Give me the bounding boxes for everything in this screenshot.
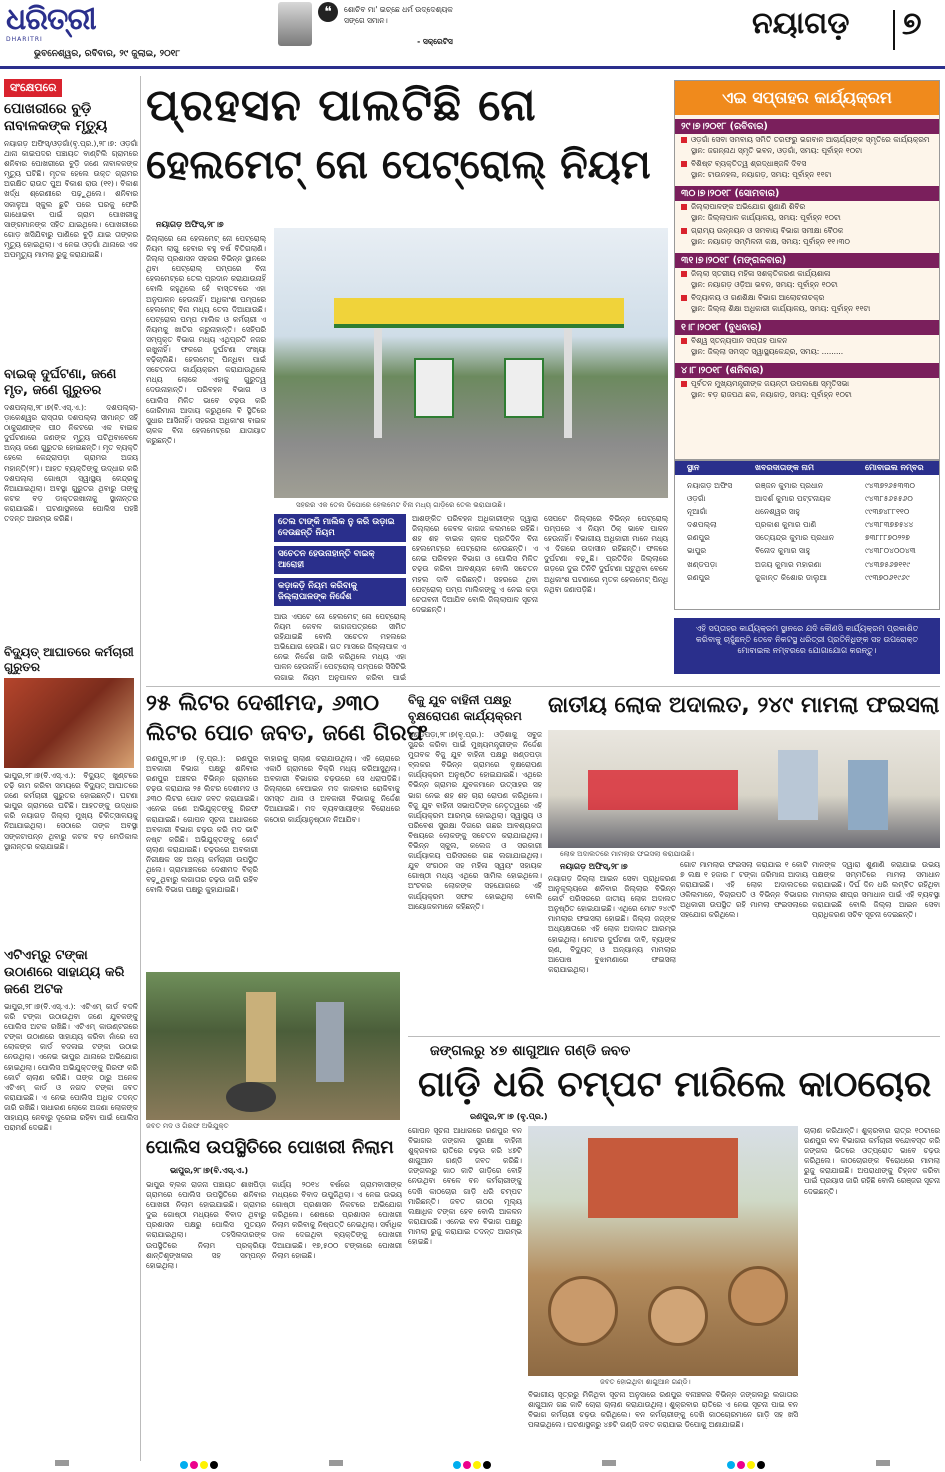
contact-phone: ୯୪୩୮୦୪୦୦୪୩ [865, 546, 916, 556]
contact-place: ନୟାଗଡ଼ ଅଫିସ [687, 481, 733, 490]
teak-byline: ରଣପୁର,୨୮।୭ (ବୃ.ପ୍ର.) [470, 1112, 548, 1121]
quote-line-1: ଶୋଚିବ ମା' ଇଚ୍ଛେ ଧର୍ମ ଉଦ୍‌ଦେଶ୍ୟକ [344, 5, 453, 14]
print-registration-marks [0, 1454, 945, 1472]
schedule-event: ଜିଲ୍ଲାପାଳଙ୍କ ଅଭିଯୋଗ ଶୁଣାଣି ଶିବିର [675, 201, 939, 213]
petrol-pump-caption: ସହରର ଏକ ତେଲ ଡିପୋରେ ହେଲମେଟ ବିନା ମଧ୍ୟ ଗାଡ଼ିରେ ତେଲ ଭରାଯାଉଛି। [296, 501, 506, 509]
contact-place: ଖଣ୍ଡପଡ଼ା [687, 559, 718, 569]
brief-headline-3: ବିଦ୍ୟୁତ୍ ଆଘାତରେ କର୍ମଚାରୀ ଗୁରୁତର [4, 645, 134, 674]
pond-byline: ଭାପୁର,୨୮।୭(ବି.ଏସ୍.ଏ.) [170, 1166, 249, 1175]
brief-tag: ସଂକ୍ଷେପରେ [4, 79, 62, 97]
schedule-date-bar: ୩୦।୭।୨୦୧୮ (ସୋମବାର) [675, 186, 939, 201]
liquor-photo-caption: ଜବତ ମଦ ଓ ଗିରଫ ଅଭିଯୁକ୍ତ [146, 1122, 229, 1130]
contact-row [675, 531, 939, 544]
adalat-headline: ଜାତୀୟ ଲୋକ ଅଦାଲତ, ୨୪୯ ମାମଲା ଫଇସଲା [548, 693, 940, 718]
pull-quote-3: କଡ଼ାକଡ଼ି ନିୟମ କରିବାକୁ ଜିଲ୍ଲାପାଳଙ୍କ ନିର୍ଦ୍ଦେଶ [274, 578, 406, 606]
pull-quote-1: ତେଲ ଟାଙ୍କି ମାଲିକ ନୁ କରି ଉଡ଼ାଇ ଦେଉଛନ୍ତି ନିୟମ [274, 514, 406, 542]
liquor-body-2: ବାହାରକୁ ଚାଲାଣ କରାଯାଉଥିଲା। ଏହି ଚୋରାରେ ଏକାଠି ଗ୍ରାମରେ ବିକ୍ରି ମଧ୍ୟ କରିଆସୁଥିଲା। ଅବକାରୀ ବିଭାଗର ଚଢ଼ଉରେ ସେ ଧରାପଡ଼ିଛି। ଜିଲ୍ଲାରେ ବେଆଇନ ମଦ କାରବାର ରୋକିବାକୁ ସମସ୍ତ ଥାନା ଓ ଅବକାରୀ ବିଭାଗକୁ ନିର୍ଦ୍ଦେଶ ଦିଆଯାଇଛି। ମଦ ବ୍ୟବସାୟୀଙ୍କ ବିରୋଧରେ କଠୋର କାର୍ଯ୍ୟାନୁଷ୍ଠାନ ନିଆଯିବ। [264, 754, 400, 824]
contact-phone: ୯୪୩୮୩୭୭୫୪୪ [865, 520, 914, 530]
pull-quote-2: ସଚେତନ ହେଉନାହାନ୍ତି ବାଇକ୍ ଆରୋହୀ [274, 546, 406, 574]
page-number: ୭ [902, 4, 922, 42]
schedule-date-bar: ୪।୮।୨୦୧୮ (ଶନିବାର) [675, 363, 939, 378]
teak-kicker: ଜଙ୍ଗଲରୁ ୪୭ ଶାଗୁଆନ ଗଣ୍ଡି ଜବତ [430, 1043, 631, 1059]
contacts-table-body [675, 475, 939, 584]
contact-phone: ୯୯୩୭୦୬୧୯୬୯ [865, 572, 910, 582]
petrol-pump-photo [274, 228, 668, 498]
contact-phone: ୭୩୮୮୮୭୦୨୨୭ [865, 533, 910, 543]
teak-body-c: ଚାଲାଣ କରିଥାନ୍ତି। ଶୁକ୍ରବାର ରାତ୍ର ୧୦ଟାରେ ରଣପୁର ବନ ବିଭାଗର କର୍ମଚାରୀ ବନ୍ଦୋବସ୍ତ କରି ଜଙ୍ଗଲ ଭିତରେ ଓତ୍‌ପ୍ରୋତ ଭାବେ ଚଢ଼ଉ କରିଥିଲେ। କାଠଚୋରଙ୍କ ବିରୋଧରେ ମାମଲା ରୁଜୁ କରାଯାଇଛି। ଅପରାଧୀଙ୍କୁ ଚିହ୍ନଟ କରିବା ପାଇଁ ପ୍ରୟାସ ଜାରି ରହିଛି ବୋଲି ରେଞ୍ଜର ସୂଚନା ଦେଇଛନ୍ତି। [804, 1126, 940, 1196]
schedule-event: ବିଦ୍ୟାଳୟ ଓ ଗଣଶିକ୍ଷା ବିଭାଗ ଆଲୋଚନାଚକ୍ର [675, 292, 939, 304]
lead-body-c: ଆଶଙ୍କିତ ପରିବହନ ଅଧିକାରୀଙ୍କ ଦ୍ୱାରା ଜିଲ୍ଲାରେ କେବଳ କାଗଜ କଲମରେ ରହିଛି। ଶହ ଶହ ବାଇକ ଚାଳକ ପ୍ରତିଦିନ ବିନା ହେଲମେଟ୍‌ରେ ପେଟ୍ରୋଲ ନେଉଛନ୍ତି। ଏ ନେଇ ପରିବହନ ବିଭାଗ ଓ ପୋଲିସ ମିଳିତ ଚଢ଼ଉ କରିବା ଆବଶ୍ୟକ ବୋଲି ସଚେତନ ମହଲ ଦାବି କରିଛନ୍ତି। ସହରରେ ଥିବା ପେଟ୍ରୋଲ୍ ପମ୍ପ ମାଲିକଙ୍କୁ ଏ ନେଇ କଡ଼ା ଚେତାବନୀ ଦିଆଯିବ ବୋଲି ଜିଲ୍ଲାପାଳ ସୂଚନା ଦେଇଛନ୍ତି। [412, 514, 538, 614]
contact-phone: ୯୪୩୭୫୬୭୧୧୯ [865, 559, 911, 569]
weekly-schedule-box [674, 80, 940, 460]
brief-body-3: ଭାପୁର,୨୮।୭(ବି.ଏସ୍.ଏ.): ବିଦ୍ୟୁତ୍ ଖୁଣ୍ଟରେ ଚଢ଼ି କାମ କରିବା ସମୟରେ ବିଦ୍ୟୁତ୍ ଆଘାତରେ ଜଣେ କର୍ମଚାରୀ ଗୁରୁତର ହୋଇଛନ୍ତି। ଘଟଣା ଭାପୁର ଗ୍ରାମରେ ଘଟିଛି। ଆହତଙ୍କୁ ଉଦ୍ଧାର କରି ନୟାଗଡ଼ ଜିଲ୍ଲା ମୁଖ୍ୟ ଚିକିତ୍ସାଳୟକୁ ନିଆଯାଇଥିଲା। ସେଠାରେ ତାଙ୍କ ଅବସ୍ଥା ସଙ୍କଟାପନ୍ନ ଥିବାରୁ କଟକ ବଡ଼ ମେଡିକାଲ ସ୍ଥାନାନ୍ତର କରାଯାଇଛି। [4, 771, 138, 851]
contact-name: ଅଜୟ କୁମାର ମହାରଣା [755, 559, 822, 569]
quote-line-2: ସଙ୍ଗେ ସମାନ। [344, 16, 388, 25]
schedule-event: ବିଶ୍ୱ ସ୍ତନ୍ୟପାନ ସପ୍ତାହ ପାଳନ [675, 335, 939, 347]
contact-place: ରଣପୁର [687, 572, 710, 582]
contact-place: ଭାପୁର [687, 546, 707, 556]
contact-name: ପ୍ରକାଶ କୁମାର ପାଣି [755, 520, 817, 530]
logo-subtitle: DHARITRI [6, 36, 43, 43]
teak-body-b: ବିଭାଗୀୟ ସୂତ୍ରରୁ ମିଳିଥିବା ସୂଚନା ଅନୁସାରେ ରଣପୁର ବନାଞ୍ଚଳର ବିଭିନ୍ନ ଜଙ୍ଗଲରୁ ଲଗାତାର ଶାଗୁଆନ ଗଛ କାଟି ଚୋରା ଚାଲାଣ କରାଯାଉଥିଲା। ଶୁକ୍ରବାର ରାତିରେ ଏ ନେଇ ସୂଚନା ପାଇ ବନ ବିଭାଗ କର୍ମଚାରୀ ଚଢ଼ଉ କରିଥିଲେ। ବନ କର୍ମଚାରୀଙ୍କୁ ଦେଖି କାଠଚୋରମାନେ ଗାଡ଼ି ସହ ଖସି ପଳାଇଥିଲେ। ଘଟଣାସ୍ଥଳରୁ ୪୭ଟି ଗଣ୍ଡି ଜବତ କରାଯାଇ ଡିପୋକୁ ଅଣାଯାଇଛି। [528, 1390, 798, 1430]
schedule-event: ଜିଲ୍ଲା ସ୍ତରୀୟ ମହିଳା ସଶକ୍ତିକରଣ କାର୍ଯ୍ୟଶାଳା [675, 268, 939, 280]
contact-row [675, 479, 939, 492]
contacts-note: ଏହି ସପ୍ତାହର କାର୍ଯ୍ୟକ୍ରମ ସ୍ଥାନରେ ଯଦି କୌଣସି କାର୍ଯ୍ୟକ୍ରମ ପ୍ରକାଶିତ କରିବାକୁ ଚାହୁଁଛନ୍ତି ତେବେ ନିକଟସ୍ଥ ଧରିତ୍ରୀ ପ୍ରତିନିଧିଙ୍କ ସହ ଉପରୋକ୍ତ ମୋବାଇଲ ନମ୍ବରରେ ଯୋଗାଯୋଗ କରନ୍ତୁ। [674, 618, 940, 674]
brief-headline-2: ବାଇକ୍ ଦୁର୍ଘଟଣା, ଜଣେ ମୃତ, ଜଣେ ଗୁରୁତର [4, 367, 117, 398]
teak-headline: ଗାଡ଼ି ଧରି ଚମ୍ପଟ ମାରିଲେ କାଠଚୋର [418, 1064, 932, 1105]
pond-body-b: କାର୍ଯ୍ୟ ୨୦୧୪ ବର୍ଷରେ ଗ୍ରାମବାସୀଙ୍କ ମଧ୍ୟରେ ବିବାଦ ଉପୁଜିଥିଲା। ଏ ନେଇ ଉଭୟ ଗୋଷ୍ଠୀ ପ୍ରଶାସନ ନିକଟରେ ଅଭିଯୋଗ କରିଥିଲେ। ଶେଷରେ ପ୍ରଶାସନ ପୋଖରୀ ନିଲାମ କରିବାକୁ ନିଷ୍ପତ୍ତି ନେଇଥିଲା। ସର୍ବାଧିକ ଡାକ ଦେଇଥିବା ବ୍ୟକ୍ତିଙ୍କୁ ପୋଖରୀ ଦିଆଯାଇଛି। ୧୭,୫୦୦ ଟଙ୍କାରେ ପୋଖରୀ ନିଲାମ ହୋଇଛି। [272, 1180, 402, 1260]
reporter-contacts-box [674, 460, 940, 610]
adalat-body-c: ମାନଙ୍କ ଦ୍ୱାରା ଶୁଣାଣି କରାଯାଇ ଉଭୟ ପକ୍ଷଙ୍କ ସମ୍ମତିରେ ମାମଲା ସମାଧାନ କରାଯାଇଛି। ଦିର୍ଘ ଦିନ ଧରି ଲମ୍ବିତ ରହିଥିବା ମାମଲାର ଶୀଘ୍ର ସମାଧାନ ପାଇଁ ଏହି ବ୍ୟବସ୍ଥା କରାଯାଇଛି ବୋଲି ଜିଲ୍ଲା ଆଇନ ସେବା ପ୍ରାଧିକରଣ ସଚିବ ସୂଚନା ଦେଇଛନ୍ତି। [812, 860, 940, 920]
lead-body-a: ଜିଲ୍ଲାରେ ନୋ ହେଲମେଟ୍ ନୋ ପେଟ୍ରୋଲ୍ ନିୟମ ଲାଗୁ ହେବାର ବହୁ ବର୍ଷ ବିତିଗଲାଣି। ଜିଲ୍ଲା ପ୍ରଶାସନ ସହରର ବିଭିନ୍ନ ସ୍ଥାନରେ ଥିବା ପେଟ୍ରୋଲ୍ ପମ୍ପରେ ବିନା ହେଲମେଟ୍‌ରେ ତେଲ ପ୍ରଦାନ କରାଯାଉନାହିଁ ବୋଲି କହୁଥିଲେ ହେଁ ବାସ୍ତବରେ ଏହା ଅନୁପାଳନ ହେଉନାହିଁ। ଅଧିକାଂଶ ପମ୍ପରେ ହେଲମେଟ୍ ବିନା ମଧ୍ୟ ତେଲ ଦିଆଯାଉଛି। ପେଟ୍ରୋଲ ପମ୍ପ ମାଲିକ ଓ କର୍ମଚାରୀ ଏ ନିୟମକୁ ଖାତିର କରୁନାହାନ୍ତି। ସେହିପରି ସମ୍ପୃକ୍ତ ବିଭାଗ ମଧ୍ୟ ଏଥିପ୍ରତି ନଜର ରଖୁନାହିଁ। ଫଳରେ ଦୁର୍ଘଟଣା ସଂଖ୍ୟା ବଢ଼ିଚାଲିଛି। ହେଲମେଟ୍ ପିନ୍ଧିବା ପାଇଁ ସଚେତନତା କାର୍ଯ୍ୟକ୍ରମ କରାଯାଉଥିଲେ ମଧ୍ୟ ଲୋକେ ଏହାକୁ ଗୁରୁତ୍ୱ ଦେଉନାହାନ୍ତି। ପରିବହନ ବିଭାଗ ଓ ପୋଲିସ ମିଳିତ ଭାବେ ଚଢ଼ଉ କରି ଜୋରିମାନା ଆଦାୟ କରୁଥିଲେ ବି ସ୍ଥିତିରେ ସୁଧାର ଆସିନାହିଁ। ସହରର ଅଧିକାଂଶ ବାଇକ ଚାଳକ ବିନା ହେଲମେଟ୍‌ରେ ଯାତାୟାତ କରୁଛନ୍ତି। [146, 234, 266, 445]
lead-body-d: ସେପଟେ ଜିଲ୍ଲାରେ ବିଭିନ୍ନ ପେଟ୍ରୋଲ୍ ପମ୍ପରେ ଏ ନିୟମ ଠିକ୍ ଭାବେ ପାଳନ ହେଉନାହିଁ। ବିଭାଗୀୟ ଅଧିକାରୀ ମାନେ ମଧ୍ୟ ଏ ଦିଗରେ ଉଦାସୀନ ରହିଛନ୍ତି। ଫଳରେ ଦୁର୍ଘଟଣା ବଢ଼ୁଛି। ପ୍ରତିଦିନ ଜିଲ୍ଲାରେ ଗଡ଼ରେ ଦୁଇ ତିନିଟି ଦୁର୍ଘଟଣା ଘଟୁଥିବା ବେଳେ ଅଧିକାଂଶ ଘଟଣାରେ ମୃତକ ହେଲମେଟ୍ ପିନ୍ଧି ନଥିବା ଜଣାପଡ଼ିଛି। [544, 514, 668, 594]
logo-wordmark: ଧରିତ୍ରୀ [6, 2, 96, 37]
adalat-body-a: ନୟାଗଡ଼ ଜିଲ୍ଲା ଆଇନ ସେବା ପ୍ରାଧିକରଣ ଆନୁକୂଲ୍ୟରେ ଶନିବାର ଜିଲ୍ଲାର ବିଭିନ୍ନ କୋର୍ଟ ପରିସରରେ ଜାତୀୟ ଲୋକ ଅଦାଲତ ଅନୁଷ୍ଠିତ ହୋଇଯାଇଛି। ଏଥିରେ ମୋଟ ୨୪୯ଟି ମାମଲାର ଫଇସଲା ହୋଇଛି। ଜିଲ୍ଲା ଜଜ୍‌ଙ୍କ ଅଧ୍ୟକ୍ଷତାରେ ଏହି ଲୋକ ଅଦାଲତ ଆରମ୍ଭ ହୋଇଥିଲା। ମୋଟର ଦୁର୍ଘଟଣା ଦାବି, ବ୍ୟାଙ୍କ ଋଣ, ବିଦ୍ୟୁତ୍ ଓ ଅନ୍ୟାନ୍ୟ ମାମଲାର ଆପୋଷ ବୁଝାମଣାରେ ଫଇସଲା କରାଯାଇଥିଲା। [548, 874, 676, 974]
contact-phone: ୯୪୩୭୨୬୫୩୩୦ [865, 481, 915, 490]
schedule-list [675, 115, 939, 402]
contacts-header [675, 461, 939, 475]
contact-phone: ୯୯୩୭୪୮୮୧୧୦ [865, 507, 910, 517]
masthead-logo [6, 4, 124, 48]
contact-row [675, 558, 939, 571]
horizontal-divider [146, 686, 940, 687]
contact-place: ଓଡ଼ଗାଁ [687, 494, 706, 504]
page-number-divider [893, 10, 895, 50]
page-section-title: ନୟାଗଡ଼ [752, 6, 850, 41]
pond-body-a: ଭାପୁର ବ୍ଲକ ରାଜନା ପଞ୍ଚାୟତ ଶାଖପିଡ଼ା ଗ୍ରାମରେ ପୋଲିସ ଉପସ୍ଥିତିରେ ଶନିବାର ପୋଖରୀ ନିଲାମ ହୋଇଯାଇଛି। ଗ୍ରାମର ଦୁଇ ଗୋଷ୍ଠୀ ମଧ୍ୟରେ ବିବାଦ ଥିବାରୁ ପ୍ରଶାସନ ପକ୍ଷରୁ ପୋଲିସ ମୁତୟନ କରାଯାଇଥିଲା। ତହସିଲଦାରଙ୍କ ଉପସ୍ଥିତିରେ ନିଲାମ ପ୍ରକ୍ରିୟା ଶାନ୍ତିଶୃଙ୍ଖଳାର ସହ ସମ୍ପନ୍ନ ହୋଇଥିଲା। [146, 1180, 266, 1270]
contact-row [675, 571, 939, 584]
pull-quote-box [274, 514, 406, 684]
horizontal-divider-2 [408, 1036, 940, 1037]
teak-body-a: ଗୋପନ ସୂଚନା ଆଧାରରେ ରଣପୁର ବନ ବିଭାଗର ଜଙ୍ଗଲ ସୁରକ୍ଷା ବାହିନୀ ଶୁକ୍ରବାର ରାତିରେ ଚଢ଼ଉ କରି ୪୭ଟି ଶାଗୁଆନ ଗଣ୍ଡି ଜବତ କରିଛି। ଜଙ୍ଗଲରୁ କାଠ କାଟି ଗାଡ଼ିରେ ବୋହି ନେଉଥିବା ବେଳେ ବନ କର୍ମଚାରୀଙ୍କୁ ଦେଖି କାଠଚୋର ଗାଡ଼ି ଧରି ଚମ୍ପଟ ମାରିଛନ୍ତି। ଜବତ କାଠର ମୂଲ୍ୟ ଲକ୍ଷାଧିକ ଟଙ୍କା ହେବ ବୋଲି ଆକଳନ କରାଯାଉଛି। ଏନେଇ ବନ ବିଭାଗ ପକ୍ଷରୁ ମାମଲା ରୁଜୁ କରାଯାଇ ତଦନ୍ତ ଆରମ୍ଭ ହୋଇଛି। [408, 1126, 522, 1247]
schedule-title: ଏଇ ସପ୍ତାହର କାର୍ଯ୍ୟକ୍ରମ [675, 81, 939, 115]
contacts-header-phone: ମୋବାଇଲ ନମ୍ବର [865, 463, 924, 472]
contact-name: ବିନୋଦ କୁମାର ସାହୁ [755, 546, 811, 556]
schedule-event: ବିଶିଷ୍ଟ ବ୍ୟକ୍ତିତ୍ୱ ଶ୍ରଦ୍ଧାଞ୍ଜଳି ଦିବସ [675, 158, 939, 170]
seized-liquor-photo [146, 972, 400, 1120]
plantation-headline: ବିଜୁ ଯୁବ ବାହିନୀ ପକ୍ଷରୁ ବୃକ୍ଷରୋପଣ କାର୍ଯ୍ୟକ୍ରମ [408, 693, 522, 723]
schedule-event: ପୂର୍ବତନ ମୁଖ୍ୟମନ୍ତ୍ରୀଙ୍କ ଜୟନ୍ତୀ ଉପଲକ୍ଷେ ସ୍ମୃତିସଭା [675, 378, 939, 390]
contact-name: ଜୁକାନ୍ତ କିଶୋର ଡାଲୁଆ [755, 572, 827, 582]
quote-box [278, 2, 518, 54]
lok-adalat-photo [548, 730, 940, 848]
schedule-event: ଓଡ଼ଗାଁ ସେବା ସମବାୟ ସମିତି ତରଫରୁ ଭଗବାନ ଆଚାର୍ଯ୍ୟଙ୍କ ସ୍ମୃତିରେ କାର୍ଯ୍ୟକ୍ରମ [675, 134, 939, 146]
quote-mark-icon: ❝ [318, 2, 338, 22]
contacts-header-name: ଖବରଦାତାଙ୍କ ନାମ [755, 463, 814, 472]
contact-row [675, 544, 939, 557]
lead-headline-line-2: ହେଲମେଟ୍ ନୋ ପେଟ୍ରୋଲ୍ ନିୟମ [146, 142, 651, 188]
plantation-body: ଖଣ୍ଡପଡ଼ା,୨୮।୭(ବୃ.ପ୍ର.): ଓଡ଼ିଶାକୁ ସବୁଜ ସୁନ୍ଦର କରିବା ପାଇଁ ମୁଖ୍ୟମନ୍ତ୍ରୀଙ୍କ ନିର୍ଦ୍ଦେଶ ମୁତାବକ ବିଜୁ ଯୁବ ବାହିନୀ ପକ୍ଷରୁ ଖଣ୍ଡପଡ଼ା ବ୍ଲକର ବିଭିନ୍ନ ଗ୍ରାମରେ ବୃକ୍ଷରୋପଣ କାର୍ଯ୍ୟକ୍ରମ ଅନୁଷ୍ଠିତ ହୋଇଯାଇଛି। ଏଥିରେ ବିଭିନ୍ନ ଗ୍ରାମର ଯୁବକମାନେ ଉତ୍ସାହର ସହ ଭାଗ ନେଇ ଶହ ଶହ ଚାରା ରୋପଣ କରିଥିଲେ। ବିଜୁ ଯୁବ ବାହିନୀ ସଭାପତିଙ୍କ ନେତୃତ୍ୱରେ ଏହି କାର୍ଯ୍ୟକ୍ରମ ଆରମ୍ଭ ହୋଇଥିଲା। ସ୍ୱାସ୍ଥ୍ୟ ଓ ପରିବେଶ ସୁରକ୍ଷା ଦିଗରେ ଗଛର ଆବଶ୍ୟକତା ବିଷୟରେ ଲୋକଙ୍କୁ ସଚେତନ କରାଯାଇଥିଲା। ବିଭିନ୍ନ ସ୍କୁଲ, କଲେଜ ଓ ସରକାରୀ କାର୍ଯ୍ୟାଳୟ ପରିସରରେ ଗଛ ଲଗାଯାଇଥିଲା। ଯୁବ ସଂଗଠନ ସହ ମହିଳା ସ୍ୱୟଂ ସହାୟକ ଗୋଷ୍ଠୀ ମଧ୍ୟ ଏଥିରେ ସାମିଲ ହୋଇଥିଲେ। ଅଂଚଳର ଲୋକଙ୍କ ସହଯୋଗରେ ଏହି କାର୍ଯ୍ୟକ୍ରମ ସଫଳ ହୋଇଥିଲା ବୋଲି ଆୟୋଜକମାନେ କହିଛନ୍ତି। [408, 730, 542, 911]
adalat-caption: ଲୋକ ଅଦାଲତରେ ମାମଲାର ଫଇସଲା କରାଯାଉଛି। [560, 850, 694, 858]
contact-phone: ୯୪୩୮୫୬୫୫୬୦ [865, 494, 913, 504]
brief-body-2: ଦଶପଲ୍ଲା,୨୮।୭(ବି.ଏସ୍.ଏ.): ଦଶପଲ୍ଲା-ଡ଼ାକେଶ୍ୱର ରାସ୍ତାର ଦଶପଲ୍ଲା ସୀମାନ୍ତ ସହି ଠାକୁରାଣୀଙ୍କ ପୀଠ ନିକଟରେ ଏକ ବାଇକ ଦୁର୍ଘଟଣାରେ ଜଣଙ୍କ ମୃତ୍ୟୁ ଘଟିଥିବାବେଳେ ଅନ୍ୟ ଜଣେ ଗୁରୁତର ହୋଇଛନ୍ତି। ମୃତ ବ୍ୟକ୍ତି ହେଲେ କେନ୍ଦ୍ରାପଡ଼ା ଗ୍ରାମର ଅଜୟ ମହାନ୍ତି(୨୮)। ଆହତ ବ୍ୟକ୍ତିଙ୍କୁ ଉଦ୍ଧାର କରି ଦଶପଲ୍ଲା ଗୋଷ୍ଠୀ ସ୍ୱାସ୍ଥ୍ୟ କେନ୍ଦ୍ରକୁ ନିଆଯାଇଥିଲା। ଅବସ୍ଥା ଗୁରୁତର ଥିବାରୁ ତାଙ୍କୁ କଟକ ବଡ଼ ଡାକ୍ତରଖାନାକୁ ସ୍ଥାନାନ୍ତର କରାଯାଇଛି। ଘଟଣାସ୍ଥଳରେ ପୋଲିସ ପହଞ୍ଚି ତଦନ୍ତ ଆରମ୍ଭ କରିଛି। [4, 403, 138, 524]
schedule-event: ଗ୍ରାମ୍ୟ ଉନ୍ନୟନ ଓ ସମବାୟ ବିଭାଗ ସମୀକ୍ଷା ବୈଠକ [675, 225, 939, 237]
liquor-body: ରଣପୁର,୨୮।୭ (ବୃ.ପ୍ର.): ରଣପୁର ଅବକାରୀ ବିଭାଗ ପକ୍ଷରୁ ଶନିବାର ରଣପୁର ଅଞ୍ଚଳର ବିଭିନ୍ନ ଗ୍ରାମରେ ଚଢ଼ଉ କରାଯାଇ ୨୫ ଲିଟର ଦେଶୀମଦ ଓ ୬୩୦ ଲିଟର ପୋଚ ଜବତ କରାଯାଇଛି। ଏନେଇ ଜଣେ ଅଭିଯୁକ୍ତଙ୍କୁ ଗିରଫ କରାଯାଇଛି। ଗୋପନ ସୂଚନା ଆଧାରରେ ଅବକାରୀ ବିଭାଗ ଚଢ଼ଉ କରି ମଦ ଭାଟି ନଷ୍ଟ କରିଛି। ଅଭିଯୁକ୍ତଙ୍କୁ କୋର୍ଟ ଚାଲାଣ କରାଯାଇଛି। ଚଢ଼ଉରେ ଅବକାରୀ ନିରୀକ୍ଷକ ସହ ଅନ୍ୟ କର୍ମଚାରୀ ଉପସ୍ଥିତ ଥିଲେ। ଗ୍ରାମାଞ୍ଚଳରେ ଦେଶୀମଦ ବିକ୍ରି ବଢ଼ୁଥିବାରୁ ଲଗାତାର ଚଢ଼ଉ ଜାରି ରହିବ ବୋଲି ବିଭାଗ ପକ୍ଷରୁ କୁହାଯାଇଛି। [146, 754, 258, 895]
schedule-venue: ସ୍ଥାନ: ନୟାଗଡ଼ ସମ୍ମିଳନୀ କକ୍ଷ, ସମୟ: ପୂର୍ବାହ୍ନ ୧୧।୩୦ [691, 237, 850, 246]
contact-row [675, 492, 939, 505]
seized-teak-logs-photo [528, 1126, 798, 1376]
brief-column [4, 76, 138, 1461]
schedule-venue: ସ୍ଥାନ: ଜିଲ୍ଲାପାଳ କାର୍ଯ୍ୟାଳୟ, ସମୟ: ପୂର୍ବାହ୍ନ ୧୦ଟା [691, 213, 841, 222]
contact-place: ନୂଆଗାଁ [687, 507, 708, 517]
masthead-rule [0, 66, 945, 69]
brief-headline-4: ଏଟିଏମ୍‌ରୁ ଟଙ୍କା ଉଠାଣରେ ସାହାଯ୍ୟ କରି ଜଣେ ଅଟକ [4, 948, 125, 997]
schedule-date-bar: ୩୧।୭।୨୦୧୮ (ମଙ୍ଗଳବାର) [675, 253, 939, 268]
quote-author: - ସକ୍ରେଟିସ [417, 37, 453, 46]
contacts-header-place: ସ୍ଥାନ [687, 463, 700, 472]
column-divider [140, 76, 141, 1461]
schedule-venue: ସ୍ଥାନ: ଜିଲ୍ଲା ଶିକ୍ଷା ଅଧିକାରୀ କାର୍ଯ୍ୟାଳୟ, ସମୟ: ପୂର୍ବାହ୍ନ ୧୧ଟା [691, 304, 871, 313]
schedule-date-bar: ୧।୮।୨୦୧୮ (ବୁଧବାର) [675, 320, 939, 335]
lead-headline-line-1: ପ୍ରହସନ ପାଲଟିଛି ନୋ [146, 80, 537, 131]
contact-place: ରଣପୁର [687, 533, 710, 543]
schedule-venue: ସ୍ଥାନ: ଜିଲ୍ଲା ସମସ୍ତ ସ୍ୱାସ୍ଥ୍ୟକେନ୍ଦ୍ର, ସମୟ: ......... [691, 347, 844, 356]
brief-headline-1: ପୋଖରୀରେ ବୁଡ଼ି ନାବାଳକଙ୍କ ମୃତ୍ୟୁ [4, 101, 108, 134]
contact-row [675, 518, 939, 531]
dateline: ଭୁବନେଶ୍ୱର, ରବିବାର, ୨୯ ଜୁଲାଇ, ୨୦୧୮ [34, 49, 181, 59]
teak-caption: ଜବତ ହୋଇଥିବା ଶାଗୁଆନ ଗଣ୍ଡି। [600, 1378, 691, 1386]
liquor-headline-1: ୨୫ ଲିଟର ଦେଶୀମଦ, ୬୩୦ [146, 691, 380, 716]
contact-place: ଦଶପଲ୍ଲା [687, 520, 717, 530]
adalat-body-b: ଗୋଟ ମାମଲାର ଫଇସଲା କରାଯାଇ ୧ କୋଟି ୭ ଲକ୍ଷ ୧ ହଜାର ୮ ଟଙ୍କା ଜରିମାନା ଆଦାୟ କରାଯାଇଛି। ଏହି ଲୋକ ଅଦାଲତରେ ଓକିଲମାନେ, ବିଚାରପତି ଓ ବିଭିନ୍ନ ବିଭାଗର ଅଧିକାରୀ ଉପସ୍ଥିତ ରହି ମାମଲା ଫଇସଲାରେ ସହଯୋଗ କରିଥିଲେ। [680, 860, 808, 920]
lead-byline: ନୟାଗଡ଼ ଅଫିସ୍,୨୮।୭ [156, 220, 224, 229]
brief-body-1: ନୟାଗଡ଼ ଅଫିସ୍/ଓଡ଼ଗାଁ(ବୃ.ପ୍ର.),୨୮।୭: ଓଡ଼ଗାଁ ଥାନା କାଇପଦର ପଞ୍ଚାୟତ ବାଣ୍ଟିଲି ଗ୍ରାମରେ ଶନିବାର ପୋଖରୀରେ ବୁଡ଼ି ଜଣେ ନାବାଳକଙ୍କ ମୃତ୍ୟୁ ଘଟିଛି। ମୃତକ ହେଲେ ଉକ୍ତ ଗ୍ରାମର ଅରକ୍ଷିତ ରାଉତ ପୁଅ ବିକାଶ ରାଉ (୧୧)। ବିକାଶ ଖର୍ଦ୍ଧ ଶ୍ରେଣୀରେ ପଢ଼ୁଥିଲେ। ଶନିବାର ସକାଳୁଆ ସ୍କୁଲ ଛୁଟି ପରେ ଘରକୁ ଫେରି ଗାଧୋଇବା ପାଇଁ ଗ୍ରାମ ପୋଖରୀକୁ ସାଙ୍ଗମାନଙ୍କ ସହିତ ଯାଇଥିଲେ। ପୋଖରୀରେ ଗୋଡ଼ ଖସିଯିବାରୁ ପାଣିରେ ବୁଡ଼ି ଯାଇ ତାଙ୍କର ମୃତ୍ୟୁ ହୋଇଥିଲା। ଏ ନେଇ ଓଡ଼ଗାଁ ଥାନାରେ ଏକ ଅପମୃତ୍ୟୁ ମାମଲା ରୁଜୁ କରାଯାଇଛି। [4, 139, 138, 260]
schedule-venue: ସ୍ଥାନ: ନୟାଗଡ଼ ଓଡ଼ିଆ ଭବନ, ସମୟ: ପୂର୍ବାହ୍ନ ୧୦ଟା [691, 280, 838, 289]
schedule-venue: ସ୍ଥାନ: ବଡ଼ ରାଜପଥ ଛକ, ନୟାଗଡ଼, ସମୟ: ପୂର୍ବାହ୍ନ ୧୦ଟା [691, 390, 852, 399]
schedule-date-bar: ୨୯।୭।୨୦୧୮ (ରବିବାର) [675, 119, 939, 134]
schedule-venue: ସ୍ଥାନ: ଜଗନ୍ନାଥ ସ୍ମୃତି ଭବନ, ଓଡ଼ଗାଁ, ସମୟ: ପୂର୍ବାହ୍ନ ୧୦ଟା [691, 146, 863, 155]
liquor-headline-2: ଲିଟର ପୋଚ ଜବତ, ଜଣେ ଗିରଫ [146, 721, 428, 746]
brief-body-4: ଭାପୁର,୨୮।୭(ବି.ଏସ୍.ଏ.): ଏଟିଏମ୍ କାର୍ଡ ବଦଳି କରି ଟଙ୍କା ଉଠାଉଥିବା ଜଣେ ଯୁବକଙ୍କୁ ପୋଲିସ ଅଟକ ରଖିଛି। ଏଟିଏମ୍ କାଉଣ୍ଟରରେ ଟଙ୍କା ଉଠାଣରେ ସାହାଯ୍ୟ କରିବା ନାଁରେ ସେ ଲୋକଙ୍କ କାର୍ଡ ବଦଳାଇ ଟଙ୍କା ଉଠାଇ ନେଉଥିଲା। ଏନେଇ ଭାପୁର ଥାନାରେ ଅଭିଯୋଗ ହୋଇଥିଲା। ପୋଲିସ ଅଭିଯୁକ୍ତଙ୍କୁ ଗିରଫ କରି କୋର୍ଟ ଚାଲାଣ କରିଛି। ତାଙ୍କ ଠାରୁ ଅନେକ ଏଟିଏମ୍ କାର୍ଡ ଓ ନଗଦ ଟଙ୍କା ଜବତ କରାଯାଇଛି। ଏ ନେଇ ପୋଲିସ ଅଧିକ ତଦନ୍ତ ଜାରି ରଖିଛି। ସାଧାରଣ ଲୋକେ ଅଜଣା ଲୋକଙ୍କ ସାହାଯ୍ୟ ନେବାରୁ ଦୂରେଇ ରହିବା ପାଇଁ ପୋଲିସ ପରାମର୍ଶ ଦେଇଛି। [4, 1002, 138, 1133]
contact-name: ସତ୍ୟେନ୍ଦ୍ର କୁମାର ପ୍ରଧାନ [755, 533, 835, 543]
adalat-byline: ନୟାଗଡ଼ ଅଫିସ୍,୨୮।୭ [560, 862, 628, 871]
lead-story [146, 214, 668, 684]
contact-row [675, 505, 939, 518]
contact-name: ଧନେଶ୍ୱର ସାହୁ [755, 507, 800, 517]
contact-name: ରଞ୍ଜନ କୁମାର ପ୍ରଧାନ [755, 481, 824, 490]
lead-body-b: ଆଉ ଏପଟେ ନୋ ହେଲମେଟ୍ ନୋ ପେଟ୍ରୋଲ୍ ନିୟମ କେବଳ କାଗଜପତ୍ରରେ ସୀମିତ ରହିଯାଇଛି ବୋଲି ସଚେତନ ମହଲରେ ଅଭିଯୋଗ ହେଉଛି। ଗତ ମାସରେ ଜିଲ୍ଲାପାଳ ଏ ନେଇ ନିର୍ଦ୍ଦେଶ ଜାରି କରିଥିଲେ ମଧ୍ୟ ଏହା ପାଳନ ହେଉନାହିଁ। ପେଟ୍ରୋଲ୍ ପମ୍ପରେ ସିସିଟିଭି ଲଗାଇ ନିୟମ ଅନୁପାଳନ କରିବା ପାଇଁ [274, 612, 406, 682]
socrates-portrait [278, 2, 312, 46]
pond-headline: ପୋଲିସ ଉପସ୍ଥିତିରେ ପୋଖରୀ ନିଲାମ [146, 1137, 394, 1158]
schedule-venue: ସ୍ଥାନ: ଟାଉନହଲ, ନୟାଗଡ଼, ସମୟ: ପୂର୍ବାହ୍ନ ୧୧ଟା [691, 170, 832, 179]
injured-worker-photo [4, 678, 134, 768]
contact-name: ଆଦର୍ଶ କୁମାର ପଟ୍ଟନାୟକ [755, 494, 832, 504]
